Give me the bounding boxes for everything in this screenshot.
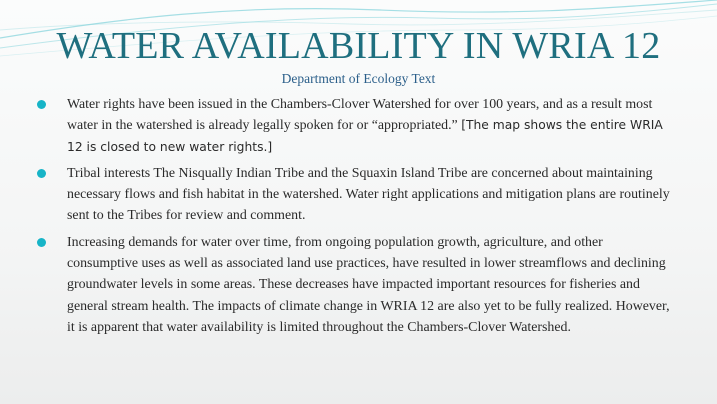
bullet-item-tribal-interests — [36, 163, 676, 227]
bullet-item-water-rights — [36, 94, 676, 158]
bullet-note: [The map shows the entire WRIA 12 is closed to new water rights.] — [67, 118, 663, 154]
bullet-dot-icon — [37, 169, 46, 178]
bullet-text: Tribal interests The Nisqually Indian Tribe and the Squaxin Island Tribe are concerned about maintaining necessary flows and fish habitat in the watershed. Water right applications and mitigation plans are routinely sent to the Tribes for review and comment. — [67, 165, 670, 224]
bullet-text: Increasing demands for water over time, from ongoing population growth, agriculture, and other consumptive uses as well as associated land use practices, have resulted in lower streamflows and declining groundwater levels in some areas. These decreases have impacted important resources for fisheries and general stream health. The impacts of climate change in WRIA 12 are also yet to be fully realized. However, it is apparent that water availability is limited throughout the Chambers-Clover Watershed. — [67, 234, 670, 335]
slide-subtitle: Department of Ecology Text — [281, 71, 436, 86]
bullet-dot-icon — [37, 238, 46, 247]
bullet-list — [36, 94, 676, 343]
slide-title: WATER AVAILABILITY IN WRIA 12 — [56, 25, 661, 67]
bullet-item-increasing-demands — [36, 232, 676, 338]
bullet-text: Water rights have been issued in the Chambers-Clover Watershed for over 100 years, and as a result most water in the watershed is already legally spoken for or “appropriated.” — [67, 97, 653, 134]
bullet-dot-icon — [37, 100, 46, 109]
